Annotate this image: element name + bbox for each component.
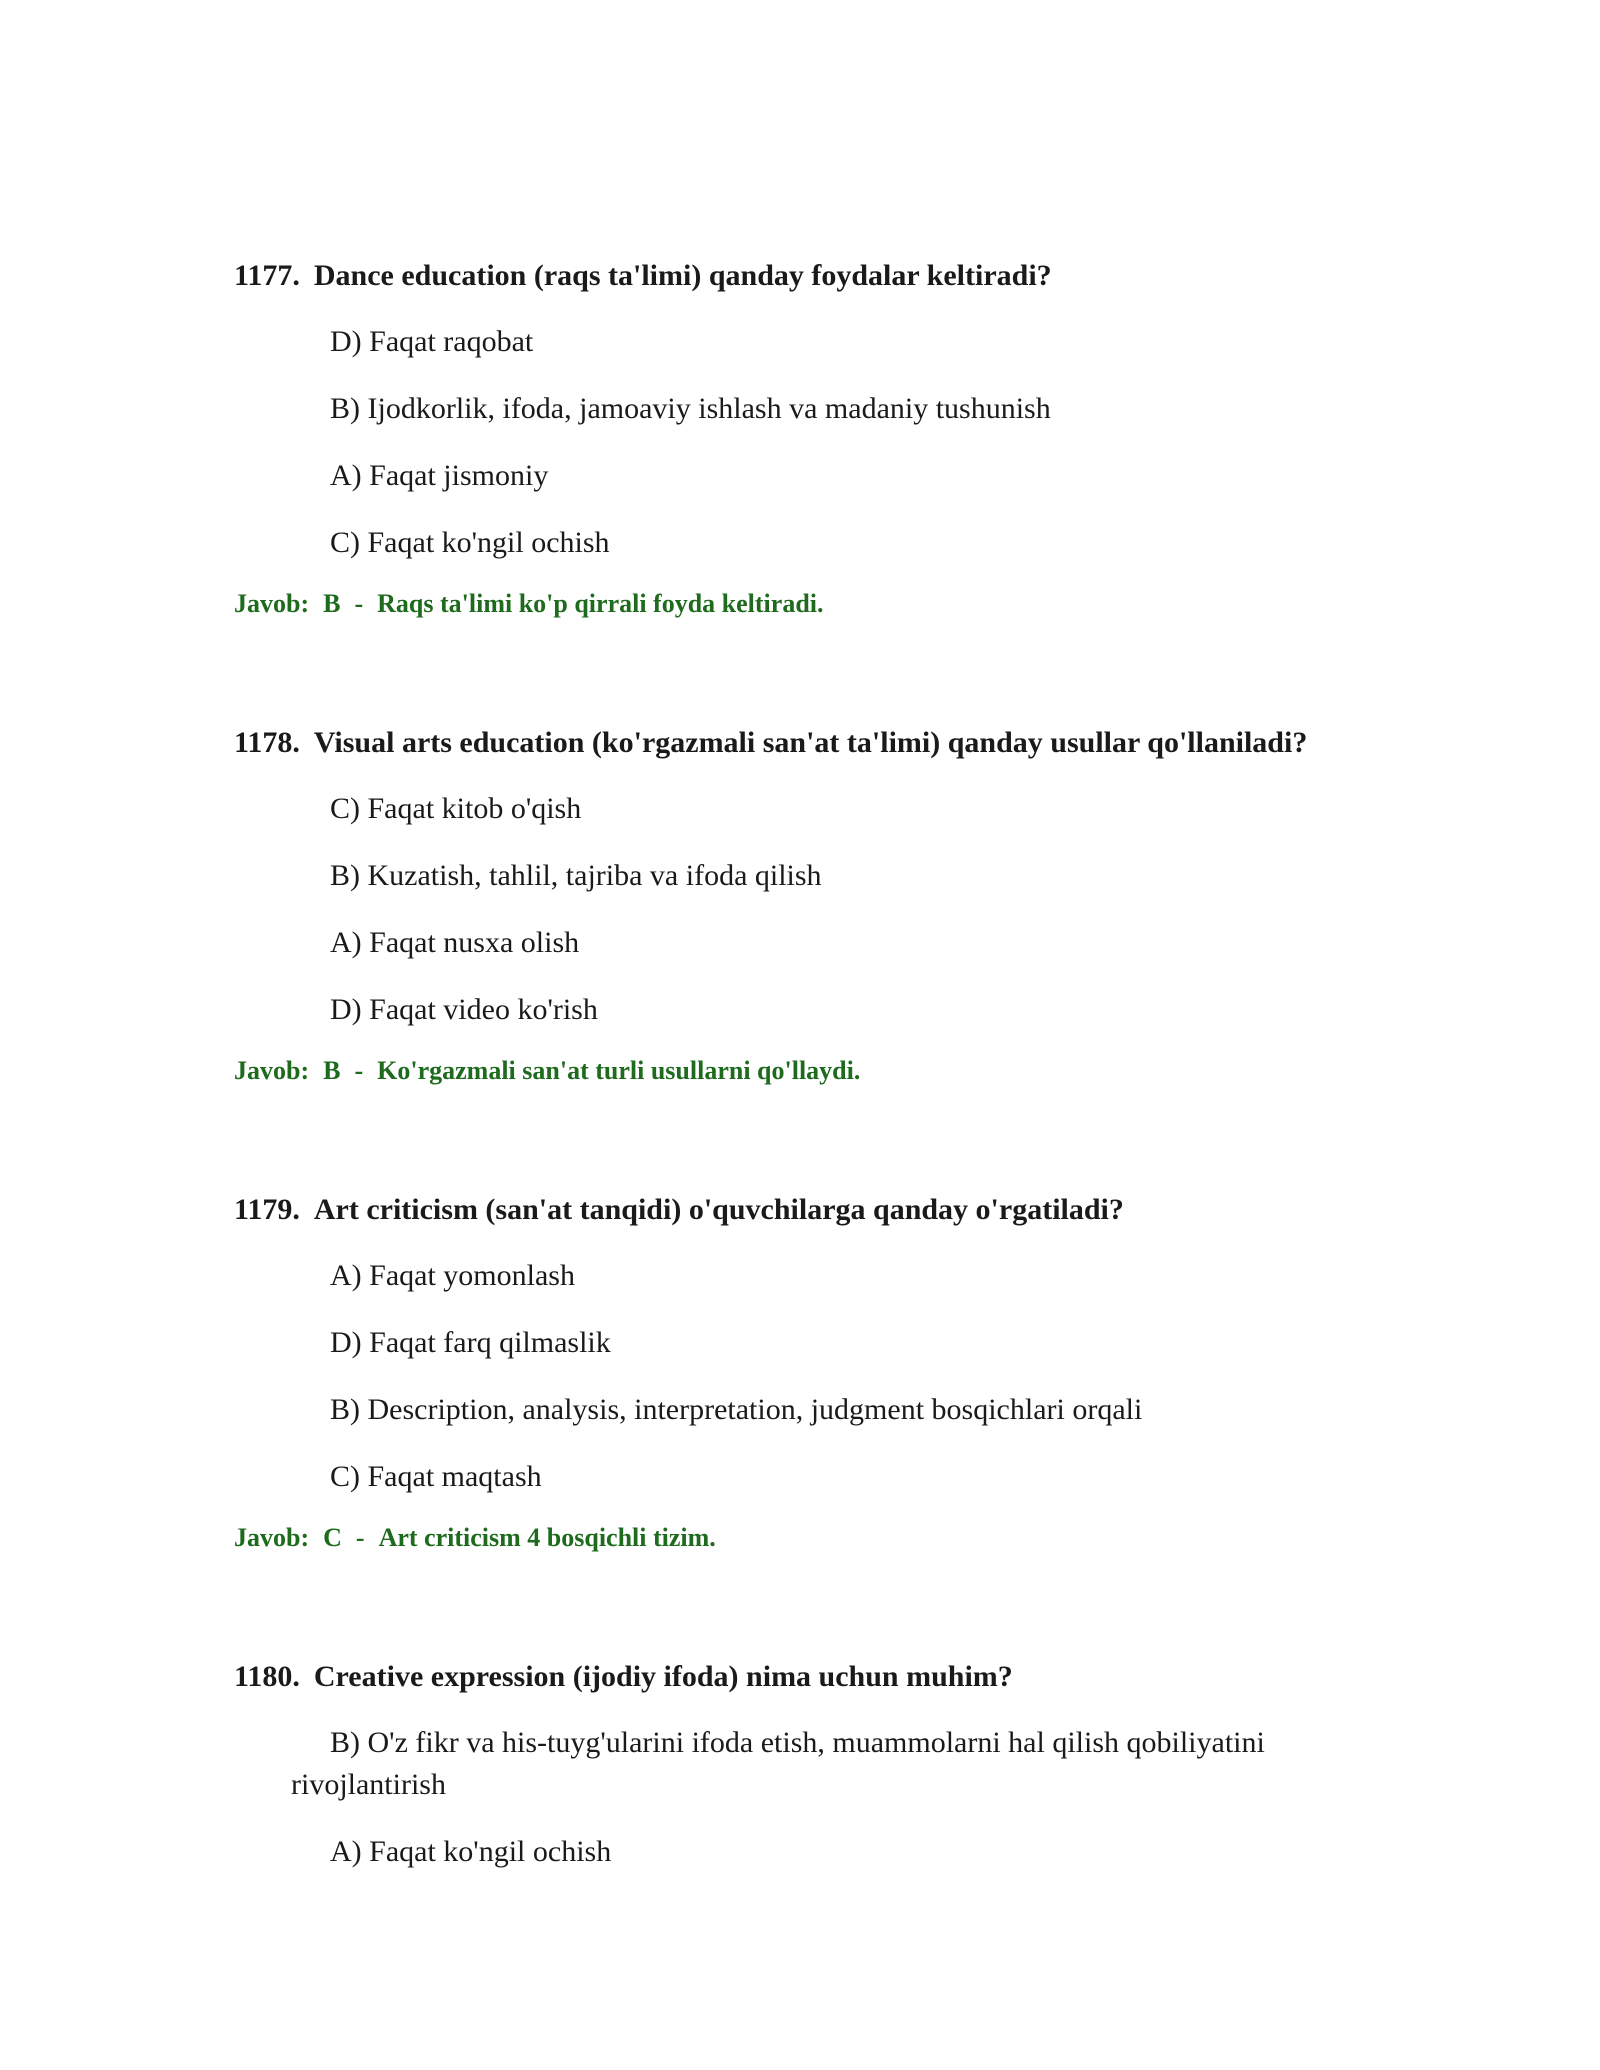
answer-dash: - <box>354 1056 364 1085</box>
question-text: Visual arts education (ko'rgazmali san'at ta'limi) qanday usullar qo'llaniladi? <box>313 726 1308 759</box>
answer-line <box>234 1053 1384 1089</box>
answer-explanation: Ko'rgazmali san'at turli usullarni qo'llaydi. <box>377 1056 861 1085</box>
question-1177 <box>234 256 1384 622</box>
option-item: A) Faqat yomonlash <box>330 1259 575 1292</box>
question-text: Creative expression (ijodiy ifoda) nima uchun muhim? <box>313 1660 1013 1693</box>
option-item: D) Faqat farq qilmaslik <box>330 1326 611 1359</box>
answer-label: Javob: <box>234 589 310 618</box>
answer-label: Javob: <box>234 1523 310 1552</box>
answer-letter: B <box>323 589 341 618</box>
question-number: 1178. <box>234 726 300 759</box>
option-item: A) Faqat ko'ngil ochish <box>330 1835 612 1868</box>
option-item: D) Faqat raqobat <box>330 325 534 358</box>
answer-explanation: Art criticism 4 bosqichli tizim. <box>378 1523 716 1552</box>
question-number: 1177. <box>234 259 300 292</box>
question-heading <box>234 1657 1384 1697</box>
answer-letter: B <box>323 1056 341 1085</box>
answer-letter: C <box>323 1523 342 1552</box>
option-item: B) Kuzatish, tahlil, tajriba va ifoda qilish <box>330 859 822 892</box>
question-heading <box>234 256 1384 296</box>
option-item: B) O'z fikr va his-tuyg'ularini ifoda etish, muammolarni hal qilish qobiliyatini rivojlantirish <box>291 1726 1265 1801</box>
option-item: A) Faqat jismoniy <box>330 459 549 492</box>
answer-line <box>234 586 1384 622</box>
option-list <box>234 788 1384 1031</box>
question-heading <box>234 1190 1384 1230</box>
question-number: 1180. <box>234 1660 300 1693</box>
option-list <box>234 321 1384 564</box>
option-item: B) Description, analysis, interpretation, judgment bosqichlari orqali <box>330 1393 1143 1426</box>
option-item: C) Faqat maqtash <box>330 1460 542 1493</box>
answer-dash: - <box>355 1523 365 1552</box>
question-heading <box>234 723 1384 763</box>
option-item: A) Faqat nusxa olish <box>330 926 580 959</box>
answer-label: Javob: <box>234 1056 310 1085</box>
option-item: B) Ijodkorlik, ifoda, jamoaviy ishlash va madaniy tushunish <box>330 392 1051 425</box>
question-1180 <box>234 1657 1384 1873</box>
option-item: C) Faqat kitob o'qish <box>330 792 582 825</box>
answer-dash: - <box>354 589 364 618</box>
option-list <box>234 1722 1384 1873</box>
option-list <box>234 1255 1384 1498</box>
answer-line <box>234 1520 1384 1556</box>
answer-explanation: Raqs ta'limi ko'p qirrali foyda keltiradi. <box>377 589 824 618</box>
question-number: 1179. <box>234 1193 300 1226</box>
option-item: C) Faqat ko'ngil ochish <box>330 526 610 559</box>
question-1179 <box>234 1190 1384 1556</box>
option-item: D) Faqat video ko'rish <box>330 993 598 1026</box>
question-text: Dance education (raqs ta'limi) qanday foydalar keltiradi? <box>313 259 1052 292</box>
question-1178 <box>234 723 1384 1089</box>
question-text: Art criticism (san'at tanqidi) o'quvchilarga qanday o'rgatiladi? <box>313 1193 1124 1226</box>
